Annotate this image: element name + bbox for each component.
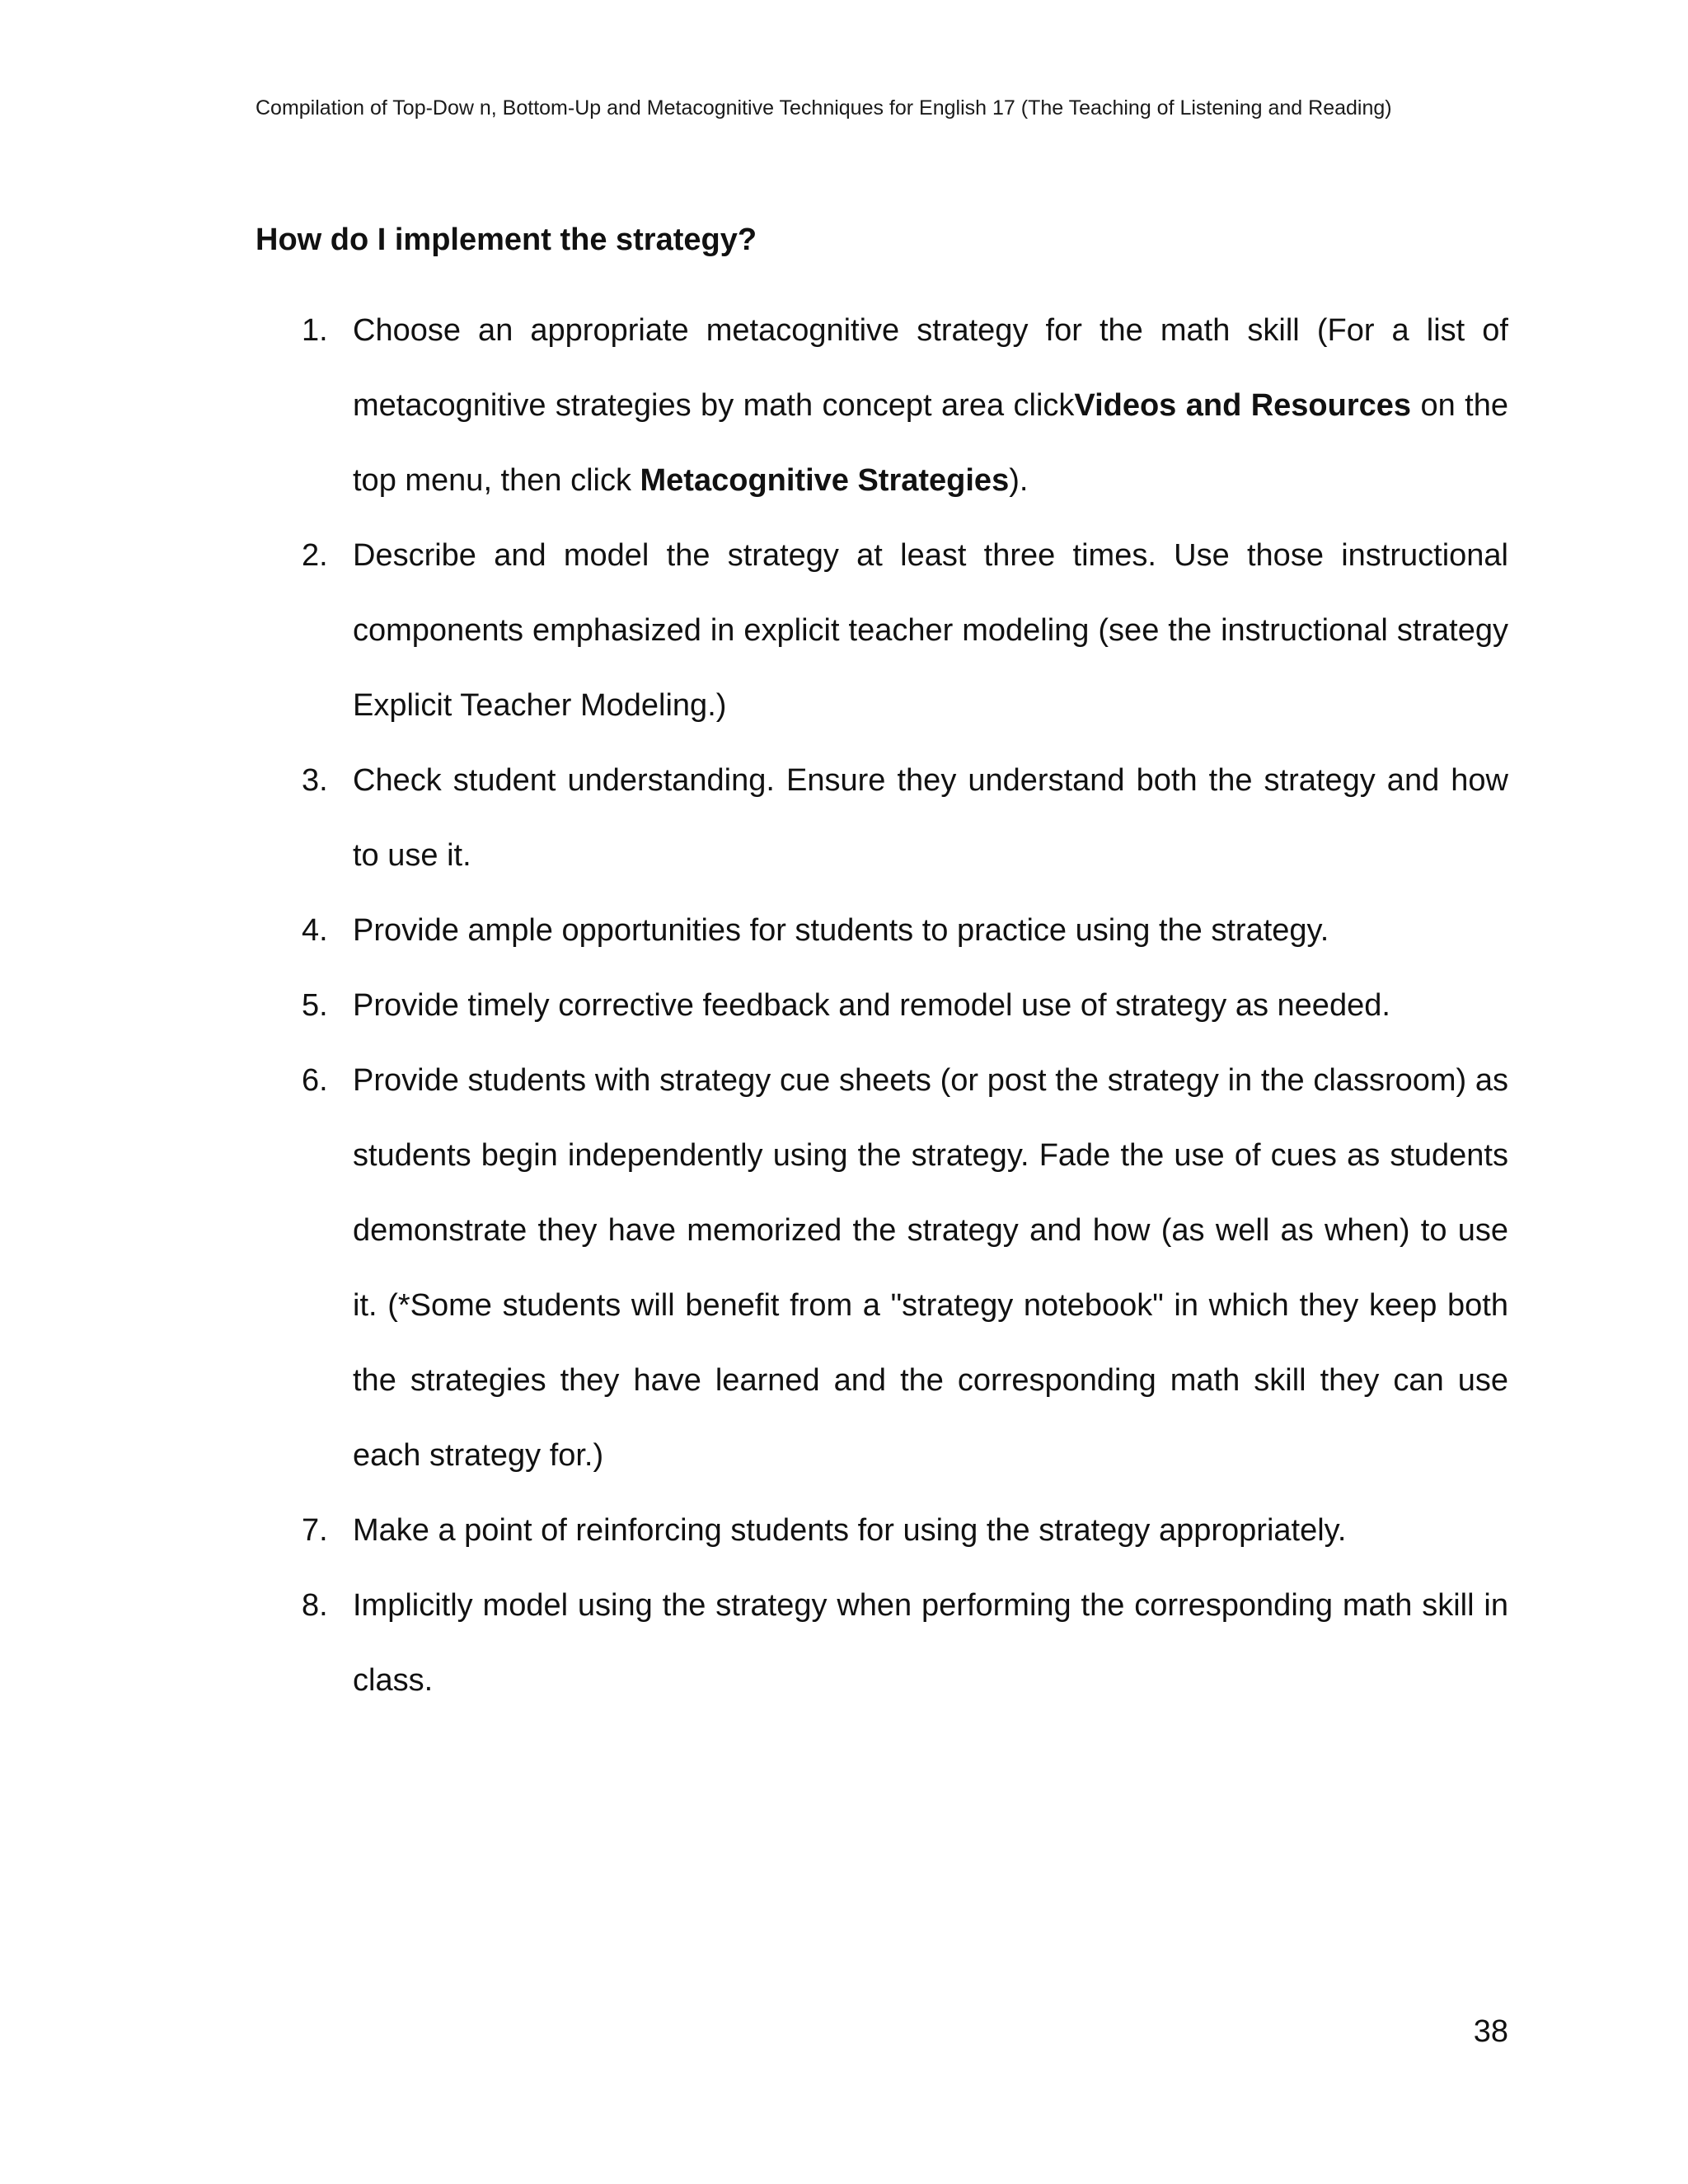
running-header: Compilation of Top-Dow n, Bottom-Up and Metacognitive Techniques for English 17 (The Teaching of Listening and Reading) [256, 96, 1392, 120]
step-text: Implicitly model using the strategy when performing the corresponding math skill in class. [353, 1588, 1508, 1698]
step-number: 5. [302, 988, 328, 1023]
step-number: 1. [302, 313, 328, 348]
step-number: 6. [302, 1063, 328, 1098]
step-item-5 [256, 968, 1508, 1043]
step-text: Describe and model the strategy at least three times. Use those instructional components emphasized in explicit teacher modeling (see the instructional strategy Explicit Teacher Modeling.) [353, 538, 1508, 723]
steps-list [256, 293, 1508, 1718]
step-item-7 [256, 1493, 1508, 1568]
step-item-2 [256, 518, 1508, 743]
step-text: Choose an appropriate metacognitive strategy for the math skill (For a list of metacognitive strategies by math concept area click [353, 313, 1508, 423]
step-text: Provide ample opportunities for students to practice using the strategy. [353, 913, 1329, 948]
step-text: Provide timely corrective feedback and remodel use of strategy as needed. [353, 988, 1390, 1023]
step-number: 8. [302, 1588, 328, 1623]
section-heading: How do I implement the strategy? [256, 223, 757, 257]
step-text: Provide students with strategy cue sheets (or post the strategy in the classroom) as students begin independently using the strategy. Fade the use of cues as students demonstrate they have memorized the strategy and how (as well as when) to use it. (*Some students will benefit from a "strategy notebook" in which they keep both the strategies they have learned and the corresponding math skill they can use each strategy for.) [353, 1063, 1508, 1473]
step-item-3 [256, 743, 1508, 893]
step-number: 3. [302, 763, 328, 798]
step-text: on the top menu, then click [353, 388, 1508, 498]
step-item-6 [256, 1043, 1508, 1493]
step-item-4 [256, 893, 1508, 968]
step-number: 2. [302, 538, 328, 573]
step-item-8 [256, 1568, 1508, 1718]
step-number: 7. [302, 1513, 328, 1548]
step-text: Check student understanding. Ensure they understand both the strategy and how to use it. [353, 763, 1508, 873]
step-bold-text: Metacognitive Strategies [640, 463, 1010, 498]
step-item-1 [256, 293, 1508, 518]
page-number: 38 [1473, 2014, 1508, 2049]
step-text: Make a point of reinforcing students for using the strategy appropriately. [353, 1513, 1347, 1548]
step-number: 4. [302, 913, 328, 948]
step-text: ). [1009, 463, 1029, 498]
step-bold-text: Videos and Resources [1074, 388, 1412, 423]
